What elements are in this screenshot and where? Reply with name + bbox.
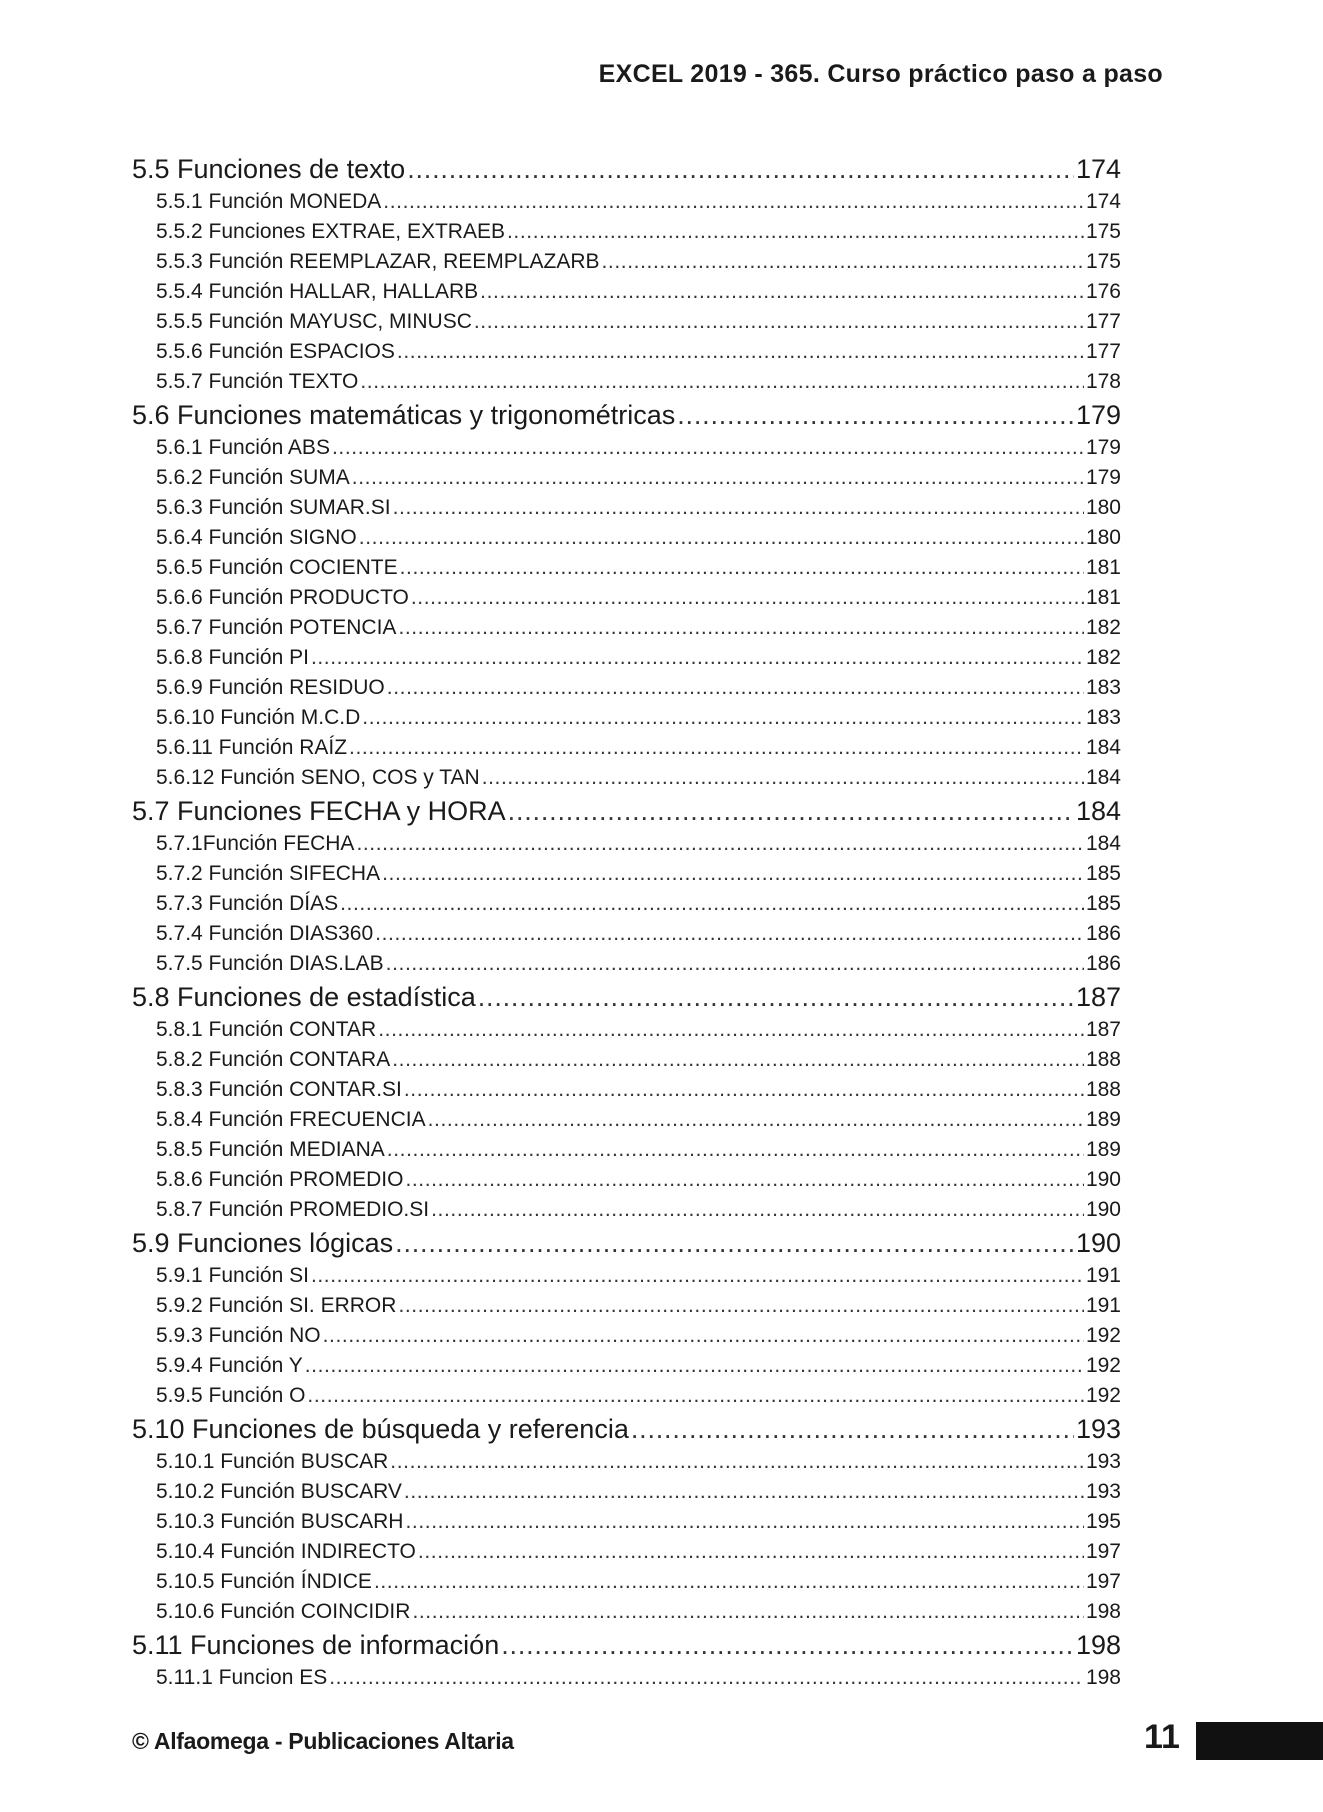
toc-dot-leader	[352, 463, 1084, 493]
toc-dot-leader	[387, 1135, 1084, 1165]
toc-entry-label: 5.8.1 Función CONTAR	[156, 1018, 377, 1041]
toc-entry-page: 184	[1075, 796, 1121, 826]
toc-dot-leader	[323, 1321, 1084, 1351]
toc-dot-leader	[602, 247, 1084, 277]
toc-entry-page: 192	[1085, 1384, 1121, 1407]
toc-entry-page: 184	[1085, 736, 1121, 759]
toc-entry-label: 5.6.8 Función PI	[156, 646, 309, 669]
toc-entry-page: 191	[1085, 1264, 1121, 1287]
toc-dot-leader	[412, 1597, 1084, 1627]
toc-entry-label: 5.6.6 Función PRODUCTO	[156, 586, 409, 609]
toc-entry-label: 5.6.2 Función SUMA	[156, 466, 350, 489]
toc-entry-label: 5.8.5 Función MEDIANA	[156, 1138, 385, 1161]
toc-entry-label: 5.5.6 Función ESPACIOS	[156, 340, 395, 363]
toc-entry-page: 186	[1085, 952, 1121, 975]
toc-dot-leader	[332, 433, 1084, 463]
toc-entry-page: 174	[1085, 190, 1121, 213]
toc-entry-page: 180	[1085, 526, 1121, 549]
toc-entry-label: 5.7.5 Función DIAS.LAB	[156, 952, 384, 975]
toc-entry-label: 5.9 Funciones lógicas	[132, 1228, 394, 1258]
toc-entry-page: 187	[1075, 982, 1121, 1012]
toc-subsection-entry[interactable]	[132, 367, 1121, 397]
toc-dot-leader	[405, 1507, 1084, 1537]
toc-entry-label: 5.7.3 Función DÍAS	[156, 892, 339, 915]
toc-subsection-entry[interactable]	[132, 1597, 1121, 1627]
toc-dot-leader	[400, 553, 1084, 583]
toc-dot-leader	[349, 733, 1084, 763]
toc-entry-label: 5.10.3 Función BUSCARH	[156, 1510, 404, 1533]
toc-dot-leader	[378, 1015, 1084, 1045]
toc-dot-leader	[356, 829, 1084, 859]
toc-entry-page: 184	[1085, 766, 1121, 789]
toc-entry-page: 176	[1085, 280, 1121, 303]
toc-subsection-entry[interactable]	[132, 1381, 1121, 1411]
toc-entry-label: 5.8.4 Función FRECUENCIA	[156, 1108, 426, 1131]
toc-entry-label: 5.7.4 Función DIAS360	[156, 922, 374, 945]
toc-entry-label: 5.8 Funciones de estadística	[132, 982, 476, 1012]
toc-subsection-entry[interactable]	[132, 433, 1121, 463]
toc-entry-label: 5.6.11 Función RAÍZ	[156, 736, 348, 759]
toc-entry-page: 181	[1085, 586, 1121, 609]
toc-subsection-entry[interactable]	[132, 1291, 1121, 1321]
toc-entry-label: 5.8.3 Función CONTAR.SI	[156, 1078, 402, 1101]
toc-subsection-entry[interactable]	[132, 1045, 1121, 1075]
toc-entry-page: 190	[1085, 1198, 1121, 1221]
toc-subsection-entry[interactable]	[132, 703, 1121, 733]
toc-entry-label: 5.6.10 Función M.C.D	[156, 706, 361, 729]
toc-entry-label: 5.6.1 Función ABS	[156, 436, 330, 459]
toc-entry-page: 177	[1085, 340, 1121, 363]
toc-entry-page: 186	[1085, 922, 1121, 945]
toc-subsection-entry[interactable]	[132, 1195, 1121, 1225]
toc-entry-page: 179	[1085, 466, 1121, 489]
toc-subsection-entry[interactable]	[132, 1135, 1121, 1165]
toc-dot-leader	[390, 1447, 1084, 1477]
toc-subsection-entry[interactable]	[132, 1321, 1121, 1351]
toc-dot-leader	[480, 277, 1084, 307]
toc-entry-label: 5.5.5 Función MAYUSC, MINUSC	[156, 310, 472, 333]
footer-page-number: 11	[1144, 1718, 1180, 1756]
toc-entry-page: 178	[1085, 370, 1121, 393]
toc-entry-label: 5.9.2 Función SI. ERROR	[156, 1294, 397, 1317]
toc-entry-page: 181	[1085, 556, 1121, 579]
toc-subsection-entry[interactable]	[132, 1261, 1121, 1291]
toc-dot-leader	[375, 919, 1084, 949]
toc-entry-page: 197	[1085, 1540, 1121, 1563]
toc-dot-leader	[395, 1225, 1074, 1261]
toc-entry-label: 5.9.4 Función Y	[156, 1354, 303, 1377]
toc-entry-label: 5.9.3 Función NO	[156, 1324, 321, 1347]
toc-subsection-entry[interactable]	[132, 1567, 1121, 1597]
toc-dot-leader	[404, 1477, 1084, 1507]
toc-dot-leader	[507, 217, 1084, 247]
toc-entry-label: 5.5.2 Funciones EXTRAE, EXTRAEB	[156, 220, 505, 243]
running-header: EXCEL 2019 - 365. Curso práctico paso a paso	[598, 60, 1163, 88]
toc-dot-leader	[407, 151, 1074, 187]
toc-entry-page: 177	[1085, 310, 1121, 333]
toc-entry-page: 195	[1085, 1510, 1121, 1533]
toc-subsection-entry[interactable]	[132, 829, 1121, 859]
toc-subsection-entry[interactable]	[132, 1015, 1121, 1045]
toc-subsection-entry[interactable]	[132, 493, 1121, 523]
toc-entry-page: 183	[1085, 676, 1121, 699]
toc-subsection-entry[interactable]	[132, 247, 1121, 277]
toc-subsection-entry[interactable]	[132, 763, 1121, 793]
toc-dot-leader	[387, 673, 1084, 703]
toc-dot-leader	[362, 703, 1084, 733]
toc-dot-leader	[501, 1627, 1074, 1663]
toc-subsection-entry[interactable]	[132, 733, 1121, 763]
toc-subsection-entry[interactable]	[132, 187, 1121, 217]
toc-entry-page: 175	[1085, 250, 1121, 273]
toc-dot-leader	[307, 1381, 1084, 1411]
toc-dot-leader	[398, 613, 1084, 643]
toc-entry-label: 5.9.1 Función SI	[156, 1264, 309, 1287]
toc-dot-leader	[397, 337, 1084, 367]
toc-entry-page: 183	[1085, 706, 1121, 729]
toc-entry-page: 182	[1085, 616, 1121, 639]
toc-entry-page: 191	[1085, 1294, 1121, 1317]
toc-entry-page: 193	[1085, 1450, 1121, 1473]
toc-entry-page: 187	[1085, 1018, 1121, 1041]
toc-dot-leader	[393, 493, 1084, 523]
toc-entry-label: 5.11 Funciones de información	[132, 1630, 500, 1660]
toc-subsection-entry[interactable]	[132, 277, 1121, 307]
toc-subsection-entry[interactable]	[132, 673, 1121, 703]
toc-entry-label: 5.8.2 Función CONTARA	[156, 1048, 391, 1071]
toc-entry-page: 185	[1085, 892, 1121, 915]
toc-dot-leader	[305, 1351, 1084, 1381]
toc-subsection-entry[interactable]	[132, 1351, 1121, 1381]
toc-entry-label: 5.6.7 Función POTENCIA	[156, 616, 397, 639]
toc-entry-label: 5.8.7 Función PROMEDIO.SI	[156, 1198, 430, 1221]
toc-entry-page: 190	[1075, 1228, 1121, 1258]
toc-subsection-entry[interactable]	[132, 1507, 1121, 1537]
toc-dot-leader	[392, 1045, 1084, 1075]
toc-entry-page: 198	[1085, 1666, 1121, 1689]
toc-entry-page: 192	[1085, 1354, 1121, 1377]
toc-subsection-entry[interactable]	[132, 583, 1121, 613]
toc-entry-page: 179	[1085, 436, 1121, 459]
toc-entry-page: 175	[1085, 220, 1121, 243]
toc-subsection-entry[interactable]	[132, 949, 1121, 979]
toc-entry-page: 198	[1085, 1600, 1121, 1623]
toc-dot-leader	[482, 763, 1084, 793]
toc-entry-page: 188	[1085, 1048, 1121, 1071]
toc-dot-leader	[382, 859, 1084, 889]
toc-subsection-entry[interactable]	[132, 1477, 1121, 1507]
toc-entry-label: 5.5 Funciones de texto	[132, 154, 406, 184]
toc-dot-leader	[398, 1291, 1084, 1321]
toc-dot-leader	[411, 583, 1084, 613]
toc-subsection-entry[interactable]	[132, 217, 1121, 247]
toc-entry-page: 185	[1085, 862, 1121, 885]
toc-entry-page: 180	[1085, 496, 1121, 519]
toc-entry-label: 5.6.9 Función RESIDUO	[156, 676, 385, 699]
toc-entry-label: 5.5.3 Función REEMPLAZAR, REEMPLAZARB	[156, 250, 600, 273]
toc-entry-label: 5.6.5 Función COCIENTE	[156, 556, 398, 579]
toc-dot-leader	[428, 1105, 1084, 1135]
toc-dot-leader	[329, 1663, 1084, 1693]
toc-dot-leader	[311, 1261, 1084, 1291]
toc-subsection-entry[interactable]	[132, 337, 1121, 367]
toc-dot-leader	[405, 1165, 1084, 1195]
toc-entry-label: 5.7 Funciones FECHA y HORA	[132, 796, 506, 826]
toc-entry-page: 198	[1075, 1630, 1121, 1660]
toc-subsection-entry[interactable]	[132, 919, 1121, 949]
toc-entry-label: 5.10.1 Función BUSCAR	[156, 1450, 389, 1473]
toc-dot-leader	[431, 1195, 1084, 1225]
toc-entry-label: 5.10.6 Función COINCIDIR	[156, 1600, 411, 1623]
toc-dot-leader	[383, 187, 1084, 217]
toc-section-entry[interactable]	[132, 1225, 1121, 1261]
toc-entry-label: 5.5.1 Función MONEDA	[156, 190, 382, 213]
toc-entry-page: 182	[1085, 646, 1121, 669]
toc-section-entry[interactable]	[132, 151, 1121, 187]
toc-entry-label: 5.9.5 Función O	[156, 1384, 306, 1407]
footer-copyright: © Alfaomega - Publicaciones Altaria	[132, 1728, 514, 1754]
toc-entry-label: 5.6.4 Función SIGNO	[156, 526, 357, 549]
toc-entry-page: 188	[1085, 1078, 1121, 1101]
toc-subsection-entry[interactable]	[132, 1165, 1121, 1195]
toc-entry-label: 5.10.4 Función INDIRECTO	[156, 1540, 416, 1563]
toc-dot-leader	[478, 979, 1074, 1015]
toc-entry-label: 5.5.7 Función TEXTO	[156, 370, 359, 393]
toc-entry-page: 189	[1085, 1138, 1121, 1161]
toc-dot-leader	[374, 1567, 1084, 1597]
toc-subsection-entry[interactable]	[132, 859, 1121, 889]
toc-entry-label: 5.7.1Función FECHA	[156, 832, 355, 855]
toc-entry-page: 193	[1085, 1480, 1121, 1503]
toc-entry-page: 190	[1085, 1168, 1121, 1191]
toc-dot-leader	[360, 367, 1084, 397]
toc-entry-label: 5.6 Funciones matemáticas y trigonométricas	[132, 400, 676, 430]
toc-dot-leader	[418, 1537, 1084, 1567]
toc-dot-leader	[311, 643, 1084, 673]
toc-subsection-entry[interactable]	[132, 889, 1121, 919]
toc-section-entry[interactable]	[132, 397, 1121, 433]
toc-subsection-entry[interactable]	[132, 463, 1121, 493]
toc-dot-leader	[677, 397, 1074, 433]
toc-entry-page: 174	[1075, 154, 1121, 184]
toc-entry-label: 5.10.2 Función BUSCARV	[156, 1480, 402, 1503]
toc-entry-label: 5.11.1 Funcion ES	[156, 1666, 328, 1689]
toc-dot-leader	[404, 1075, 1084, 1105]
toc-dot-leader	[340, 889, 1084, 919]
toc-entry-page: 184	[1085, 832, 1121, 855]
toc-entry-label: 5.5.4 Función HALLAR, HALLARB	[156, 280, 479, 303]
toc-entry-label: 5.6.3 Función SUMAR.SI	[156, 496, 391, 519]
toc-dot-leader	[508, 793, 1074, 829]
toc-section-entry[interactable]	[132, 1627, 1121, 1663]
toc-subsection-entry[interactable]	[132, 613, 1121, 643]
toc-subsection-entry[interactable]	[132, 1075, 1121, 1105]
toc-subsection-entry[interactable]	[132, 1537, 1121, 1567]
toc-subsection-entry[interactable]	[132, 643, 1121, 673]
toc-subsection-entry[interactable]	[132, 553, 1121, 583]
toc-entry-label: 5.6.12 Función SENO, COS y TAN	[156, 766, 480, 789]
toc-entry-page: 179	[1075, 400, 1121, 430]
toc-subsection-entry[interactable]	[132, 523, 1121, 553]
footer-black-bar	[1196, 1722, 1323, 1760]
toc-subsection-entry[interactable]	[132, 1447, 1121, 1477]
toc-dot-leader	[631, 1411, 1074, 1447]
toc-section-entry[interactable]	[132, 793, 1121, 829]
toc-entry-page: 193	[1075, 1414, 1121, 1444]
toc-section-entry[interactable]	[132, 1411, 1121, 1447]
toc-dot-leader	[474, 307, 1084, 337]
toc-entry-label: 5.7.2 Función SIFECHA	[156, 862, 381, 885]
toc-subsection-entry[interactable]	[132, 1105, 1121, 1135]
toc-entry-label: 5.10 Funciones de búsqueda y referencia	[132, 1414, 629, 1444]
table-of-contents	[132, 151, 1121, 1693]
toc-entry-page: 197	[1085, 1570, 1121, 1593]
toc-entry-page: 192	[1085, 1324, 1121, 1347]
toc-entry-page: 189	[1085, 1108, 1121, 1131]
toc-dot-leader	[359, 523, 1084, 553]
toc-section-entry[interactable]	[132, 979, 1121, 1015]
toc-subsection-entry[interactable]	[132, 1663, 1121, 1693]
toc-subsection-entry[interactable]	[132, 307, 1121, 337]
toc-entry-label: 5.8.6 Función PROMEDIO	[156, 1168, 404, 1191]
toc-dot-leader	[386, 949, 1084, 979]
toc-entry-label: 5.10.5 Función ÍNDICE	[156, 1570, 372, 1593]
